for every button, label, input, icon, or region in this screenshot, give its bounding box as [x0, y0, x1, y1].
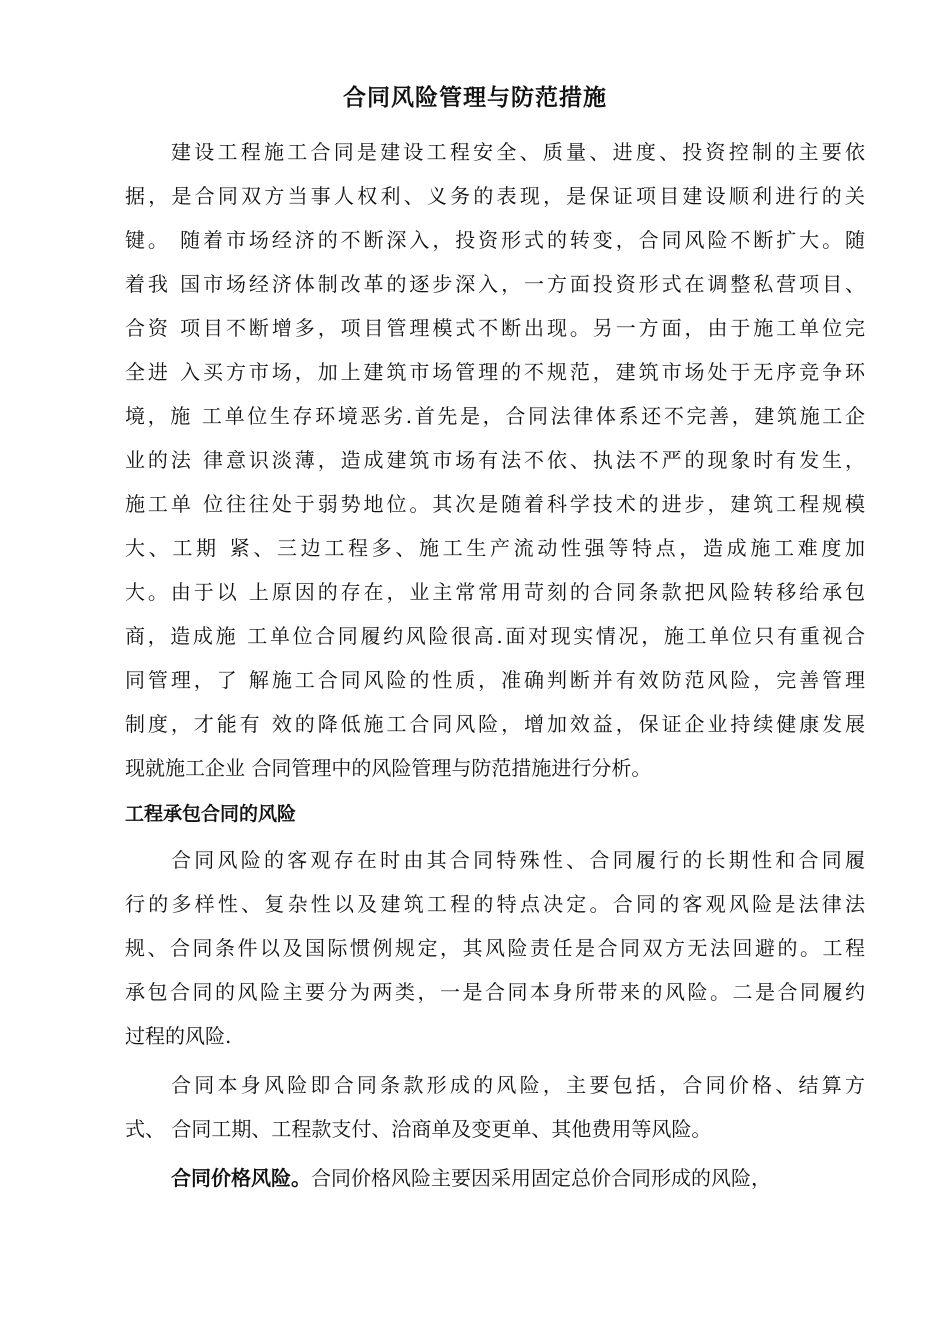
intro-line: 大。由于以 上原因的存在，业主常常用苛刻的合同条款把风险转移给承包: [125, 580, 865, 604]
intro-line: 业的法 律意识淡薄，造成建筑市场有法不依、执法不严的现象时有发生，: [125, 448, 865, 472]
intro-line: 同管理，了 解施工合同风险的性质，准确判断并有效防范风险，完善管理: [125, 668, 865, 692]
section-line: 合同风险的客观存在时由其合同特殊性、合同履行的长期性和合同履: [171, 848, 865, 872]
intro-line: 施工单 位往往处于弱势地位。其次是随着科学技术的进步，建筑工程规模: [125, 492, 865, 516]
price-risk-text: 合同价格风险主要因采用固定总价合同形成的风险，: [311, 1166, 771, 1190]
intro-line: 键。 随着市场经济的不断深入，投资形式的转变，合同风险不断扩大。随: [125, 228, 865, 252]
intro-line: 据，是合同双方当事人权利、义务的表现，是保证项目建设顺利进行的关: [125, 184, 865, 208]
intro-line: 建设工程施工合同是建设工程安全、质量、进度、投资控制的主要依: [171, 140, 865, 164]
section-line: 合同本身风险即合同条款形成的风险，主要包括，合同价格、结算方: [171, 1073, 865, 1097]
intro-line: 合资 项目不断增多，项目管理模式不断出现。另一方面，由于施工单位完: [125, 316, 865, 340]
intro-line: 商，造成施 工单位合同履约风险很高.面对现实情况，施工单位只有重视合: [125, 624, 865, 648]
section-line: 规、合同条件以及国际惯例规定，其风险责任是合同双方无法回避的。工程: [125, 936, 865, 960]
intro-line: 制度，才能有 效的降低施工合同风险，增加效益，保证企业持续健康发展: [125, 712, 865, 736]
intro-line: 境，施 工单位生存环境恶劣.首先是，合同法律体系还不完善，建筑施工企: [125, 404, 865, 428]
price-risk-lead: 合同价格风险。: [171, 1166, 311, 1190]
intro-line: 大、工期 紧、三边工程多、施工生产流动性强等特点，造成施工难度加: [125, 536, 865, 560]
price-risk-line: [171, 1163, 865, 1193]
section-line: 过程的风险.: [125, 1024, 232, 1048]
section-line: 式、 合同工期、工程款支付、洽商单及变更单、其他费用等风险。: [125, 1117, 712, 1141]
intro-line: 着我 国市场经济体制改革的逐步深入，一方面投资形式在调整私营项目、: [125, 272, 865, 296]
section-line: 行的多样性、复杂性以及建筑工程的特点决定。合同的客观风险是法律法: [125, 892, 865, 916]
intro-line: 全进 入买方市场，加上建筑市场管理的不规范，建筑市场处于无序竞争环: [125, 360, 865, 384]
section-heading: 工程承包合同的风险: [125, 803, 297, 825]
section-line: 承包合同的风险主要分为两类，一是合同本身所带来的风险。二是合同履约: [125, 980, 865, 1004]
document-title: 合同风险管理与防范措施: [343, 85, 607, 111]
intro-line: 现就施工企业 合同管理中的风险管理与防范措施进行分析。: [125, 756, 652, 780]
